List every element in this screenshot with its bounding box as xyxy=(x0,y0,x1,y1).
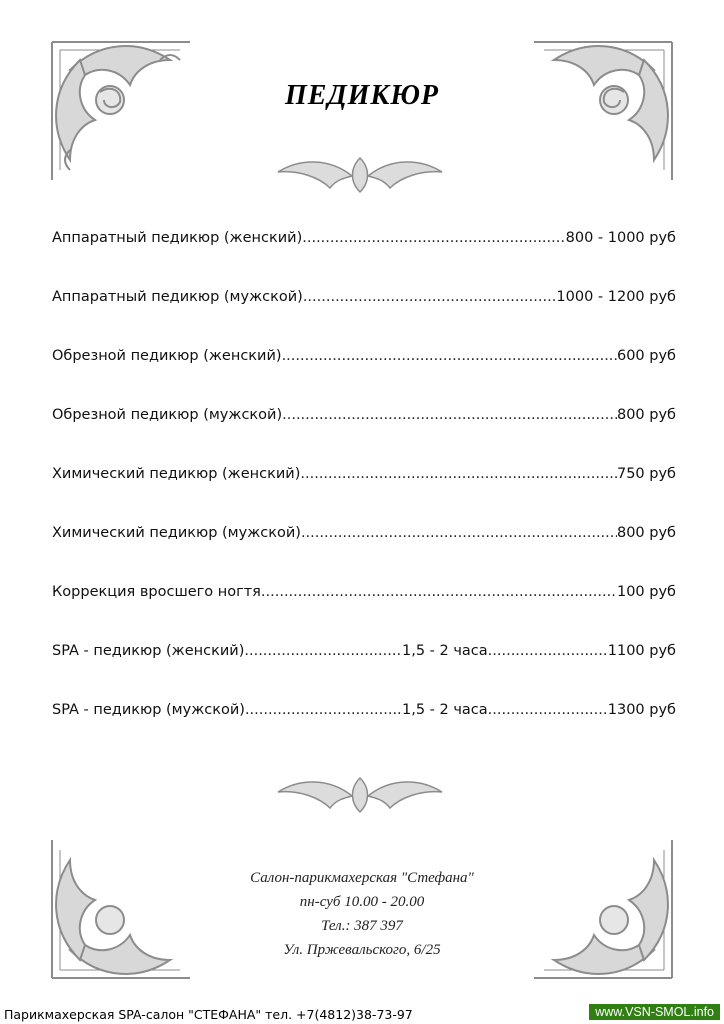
service-name: Аппаратный педикюр (мужской) ..... xyxy=(52,289,556,305)
price-row xyxy=(52,289,676,348)
service-name: Химический педикюр (женский) ..... xyxy=(52,466,617,482)
salon-phone: Тел.: 387 397 xyxy=(321,918,403,934)
service-name: Коррекция вросшего ногтя ..... xyxy=(52,584,617,600)
site-link[interactable]: www.VSN-SMOL.info xyxy=(589,1004,720,1020)
salon-info xyxy=(0,866,724,962)
service-price: 600 руб xyxy=(616,348,676,364)
price-list xyxy=(52,230,676,761)
flourish-divider-icon xyxy=(270,152,450,198)
price-row xyxy=(52,230,676,289)
service-price: 750 руб xyxy=(616,466,676,482)
footer-caption: Парикмахерская SPA-салон "СТЕФАНА" тел. +7(4812)38-73-97 xyxy=(4,1007,413,1022)
footer xyxy=(0,1002,724,1024)
salon-name: Салон-парикмахерская "Стефана" xyxy=(250,870,474,886)
service-price: 1100 руб xyxy=(607,643,676,659)
price-row xyxy=(52,702,676,761)
service-name: Обрезной педикюр (женский) ..... xyxy=(52,348,617,364)
page-title: ПЕДИКЮР xyxy=(284,80,440,111)
service-price: 100 руб xyxy=(616,584,676,600)
service-name: SPA - педикюр (женский) ..... xyxy=(52,643,402,659)
service-duration: 1,5 - 2 часа ..... xyxy=(402,643,608,659)
salon-hours: пн-суб 10.00 - 20.00 xyxy=(299,894,425,910)
price-row xyxy=(52,643,676,702)
price-row xyxy=(52,407,676,466)
service-price: 800 руб xyxy=(616,525,676,541)
service-name: Аппаратный педикюр (женский) ..... xyxy=(52,230,566,246)
service-name: SPA - педикюр (мужской) ..... xyxy=(52,702,402,718)
service-name: Обрезной педикюр (мужской) ..... xyxy=(52,407,617,423)
service-name: Химический педикюр (мужской) ..... xyxy=(52,525,617,541)
service-price: 800 - 1000 руб xyxy=(565,230,676,246)
price-row xyxy=(52,525,676,584)
service-duration: 1,5 - 2 часа ..... xyxy=(402,702,608,718)
service-price: 1000 - 1200 руб xyxy=(556,289,676,305)
flourish-divider-icon xyxy=(270,772,450,818)
service-price: 800 руб xyxy=(616,407,676,423)
service-price: 1300 руб xyxy=(607,702,676,718)
price-row xyxy=(52,348,676,407)
price-row xyxy=(52,466,676,525)
price-row xyxy=(52,584,676,643)
salon-address: Ул. Пржевальского, 6/25 xyxy=(283,942,441,958)
